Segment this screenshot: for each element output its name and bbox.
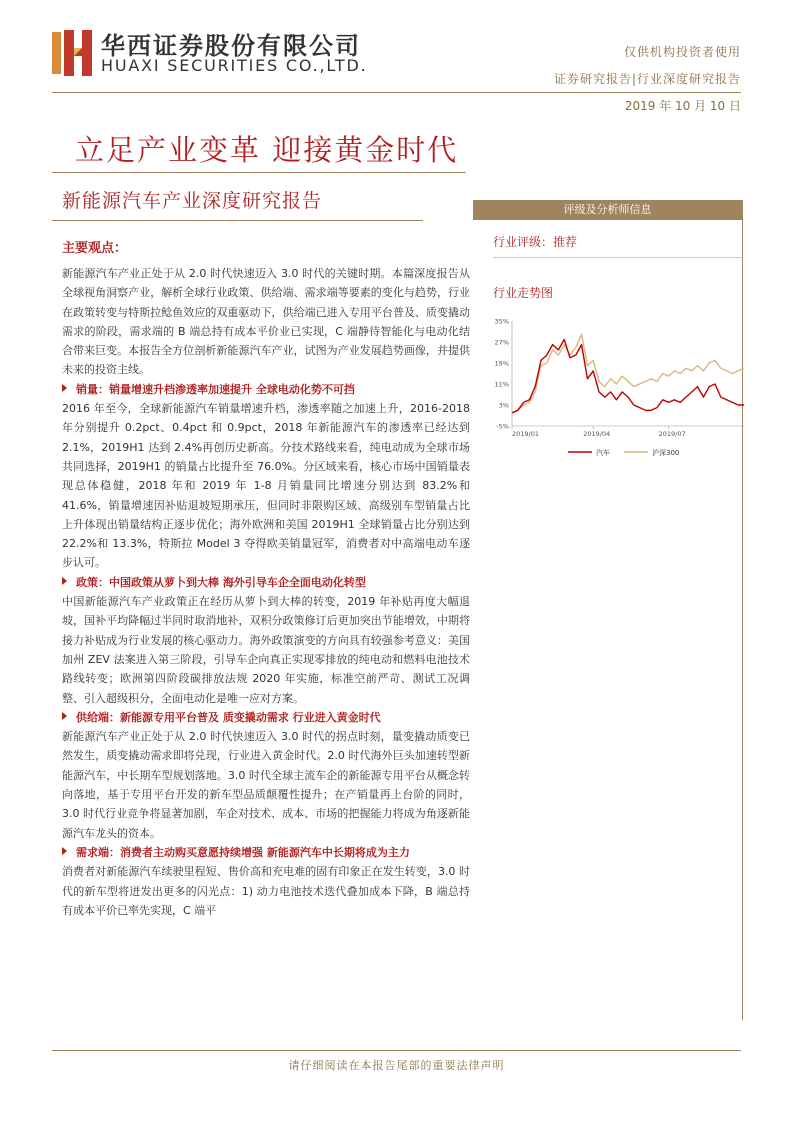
bullet-triangle-icon (62, 384, 67, 392)
section-body-sales: 2016 年至今，全球新能源汽车销量增速升档，渗透率随之加速上升，2016-2018 年分别提升 0.2pct、0.4pct 和 0.9pct，2018 年新能源汽车的渗透率已经达到 2.1%，2019H1 达到 2.4%再创历史新高。分技术路线来看，纯电动成为全球市场共同选择，2019H1 的销量占比提升至 76.0%。分区域来看，核心市场中国销量表现总体稳健，2018 年和 2019 年 1-8 月销量同比增速分别达到 83.2%和 41.6%，销量增速因补贴退坡短期承压，但同时非限购区域、高级别车型销量占比上升体现出销量结构正逐步优化；海外欧洲和美国 2019H1 全球销量占比分别达到 22.2%和 13.3%，特斯拉 Model 3 夺得欧美销量冠军，消费者对中高端电动车逐步认可。 (62, 402, 470, 570)
company-logo-icon (52, 30, 92, 76)
series-line-csi300 (512, 334, 744, 413)
y-tick-label: -5% (496, 422, 509, 431)
key-points-heading: 主要观点： (62, 241, 128, 256)
trend-chart-title: 行业走势图 (493, 286, 554, 300)
analyst-info-header: 评级及分析师信息 (473, 200, 742, 220)
industry-rating: 行业评级：推荐 (493, 235, 578, 249)
x-tick-label: 2019/01 (512, 430, 540, 438)
page-subtitle: 新能源汽车产业深度研究报告 (62, 190, 323, 212)
bullet-triangle-icon (62, 847, 67, 855)
section-title-policy: 政策：中国政策从萝卜到大棒 海外引导车企全面电动化转型 (62, 573, 470, 592)
bullet-triangle-icon (62, 577, 67, 585)
y-tick-label: 19% (494, 359, 509, 368)
x-tick-label: 2019/07 (658, 430, 686, 438)
section-title-sales: 销量：销量增速升档渗透率加速提升 全球电动化势不可挡 (62, 380, 470, 399)
rating-divider (493, 257, 742, 258)
y-tick-label: 27% (494, 338, 509, 347)
legend-label: 沪深300 (652, 449, 680, 457)
legend-label: 汽车 (596, 449, 610, 457)
page-title: 立足产业变革 迎接黄金时代 (75, 133, 459, 167)
key-points-body (62, 264, 470, 920)
intro-paragraph: 新能源汽车产业正处于从 2.0 时代快速迈入 3.0 时代的关键时期。本篇深度报告从全球视角洞察产业，解析全球行业政策、供给端、需求端等要素的变化与趋势，行业在政策转变与特斯拉鲶鱼效应的双重驱动下，供给端已进入专用平台普及、质变撬动需求的阶段，需求端的 B 端总持有成本平价业已实现，C 端静待智能化与电动化结合带来巨变。本报告全方位剖析新能源汽车产业，试图为产业发展趋势画像，并提供未来的投资主线。 (62, 267, 470, 377)
section-title-supply: 供给端：新能源专用平台普及 质变撬动需求 行业进入黄金时代 (62, 708, 470, 727)
section-body-demand: 消费者对新能源汽车续驶里程短、售价高和充电难的固有印象正在发生转变，3.0 时代的新车型将迸发出更多的闪光点：1) 动力电池技术迭代叠加成本下降，B 端总持有成本平价已率先实现，C 端平 (62, 865, 470, 917)
subtitle-divider (52, 220, 423, 221)
header-divider (52, 92, 741, 93)
industry-trend-chart (486, 313, 748, 465)
company-name-en: HUAXI SECURITIES CO.,LTD. (101, 56, 368, 75)
report-category: 证券研究报告|行业深度研究报告 (553, 72, 741, 86)
section-body-supply: 新能源汽车产业正处于从 2.0 时代快速迈入 3.0 时代的拐点时刻，量变撬动质变已然发生，质变撬动需求即将兑现，行业进入黄金时代。2.0 时代海外巨头加速转型新能源汽车，中长期车型规划落地。3.0 时代全球主流车企的新能源专用平台从概念转向落地，基于专用平台开发的新车型品质颠覆性提升；在产销量再上台阶的同时，3.0 时代行业竞争将显著加剧，车企对技术、成本、市场的把握能力将成为角逐新能源汽车龙头的资本。 (62, 730, 470, 840)
section-title-demand: 需求端：消费者主动购买意愿持续增强 新能源汽车中长期将成为主力 (62, 843, 470, 862)
report-date: 2019 年 10 月 10 日 (624, 99, 741, 113)
audience-note: 仅供机构投资者使用 (623, 45, 741, 59)
legal-notice: 请仔细阅读在本报告尾部的重要法律声明 (288, 1059, 505, 1072)
section-body-policy: 中国新能源汽车产业政策正在经历从萝卜到大棒的转变，2019 年补贴再度大幅退坡，国补平均降幅过半同时取消地补，双积分政策修订后更加突出节能增效，中期将接力补贴成为行业发展的核心驱动力。海外政策演变的方向具有较强参考意义：美国加州 ZEV 法案进入第三阶段，引导车企向真正实现零排放的纯电动和燃料电池技术路线转变；欧洲第四阶段碳排放法规 2020 年实施，标准空前严苛、测试工况调整、引入超级积分，全面电动化是唯一应对方案。 (62, 595, 470, 705)
footer-divider (52, 1050, 741, 1051)
company-name-cn: 华西证券股份有限公司 (101, 32, 361, 60)
x-tick-label: 2019/04 (583, 430, 611, 438)
y-tick-label: 3% (498, 401, 509, 410)
y-tick-label: 35% (494, 317, 509, 326)
y-tick-label: 11% (494, 380, 509, 389)
bullet-triangle-icon (62, 712, 67, 720)
series-line-auto (512, 339, 744, 413)
title-divider (52, 172, 466, 173)
